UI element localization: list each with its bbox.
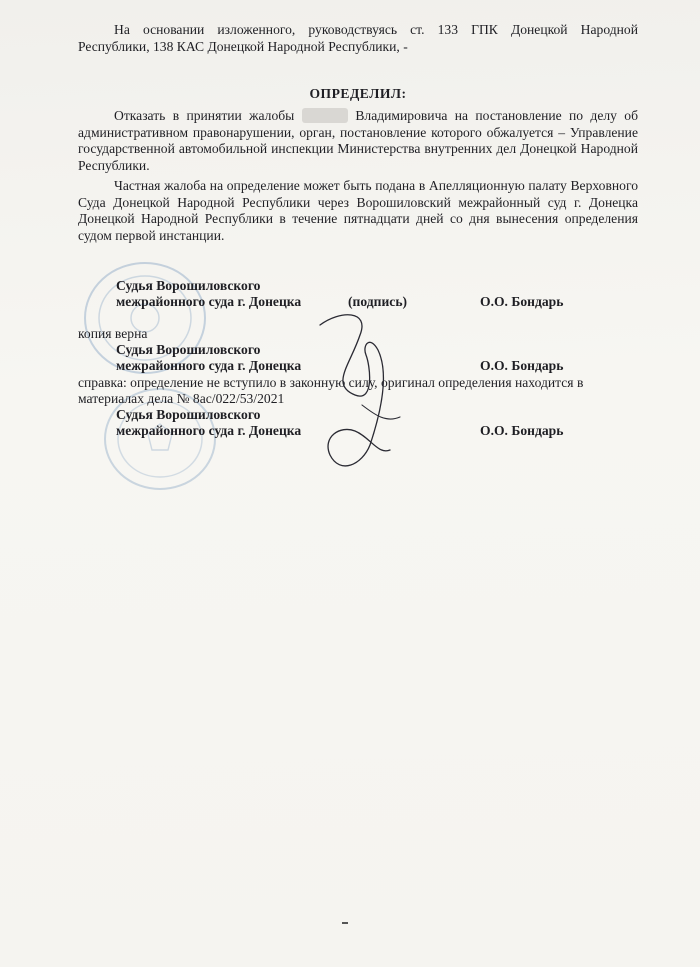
copy-note: копия верна xyxy=(78,326,148,341)
judge-title-2-line-1: Судья Ворошиловского xyxy=(116,342,261,357)
judge-name-2: О.О. Бондарь xyxy=(480,358,564,373)
decision-text xyxy=(78,108,638,174)
judge-title-1-line-1: Судья Ворошиловского xyxy=(116,278,261,293)
reference-line-2: материалах дела № 8ас/022/53/2021 xyxy=(78,391,285,406)
decision-heading: ОПРЕДЕЛИЛ: xyxy=(309,86,407,101)
judge-name-1: О.О. Бондарь xyxy=(480,294,564,309)
decision-start: Отказать в принятии жалобы xyxy=(114,108,295,123)
appeal-paragraph: Частная жалоба на определение может быть подана в Апелляционную палату Верховного Суда Донецкой Народной Республики через Ворошиловский межрайонный суд г. Донецка Донецкой Народной Республики в течение пятнадцати дней со дня вынесения определения судом первой инстанции. xyxy=(78,178,638,243)
handwritten-signature xyxy=(300,305,430,480)
page-mark xyxy=(342,922,348,924)
intro-line-2: Республики, 138 КАС Донецкой Народной Республики, - xyxy=(78,38,408,54)
intro-line-1: На основании изложенного, руководствуясь ст. 133 ГПК Донецкой Народной xyxy=(114,22,638,37)
signature-note: (подпись) xyxy=(348,294,408,309)
reference-line-1: справка: определение не вступило в законную силу, оригинал определения находится в xyxy=(78,375,584,390)
judge-title-2-line-2: межрайонного суда г. Донецка xyxy=(116,358,302,373)
redacted-name xyxy=(302,108,348,123)
judge-name-3: О.О. Бондарь xyxy=(480,423,564,438)
intro-paragraph xyxy=(78,22,638,55)
decision-paragraph xyxy=(78,108,638,174)
decision-rest: Владимировича на постановление по делу об административном правонарушении, орган, постановление которого обжалуется – Управление государственной автомобильной инспекции Министерства внутренних дел Донецкой Народной Республики. xyxy=(78,108,638,173)
judge-title-3-line-2: межрайонного суда г. Донецка xyxy=(116,423,302,438)
judge-title-3-line-1: Судья Ворошиловского xyxy=(116,407,261,422)
judge-title-1-line-2: межрайонного суда г. Донецка xyxy=(116,294,302,309)
decision-heading-wrap xyxy=(78,86,638,103)
appeal-paragraph-wrap xyxy=(78,178,638,244)
